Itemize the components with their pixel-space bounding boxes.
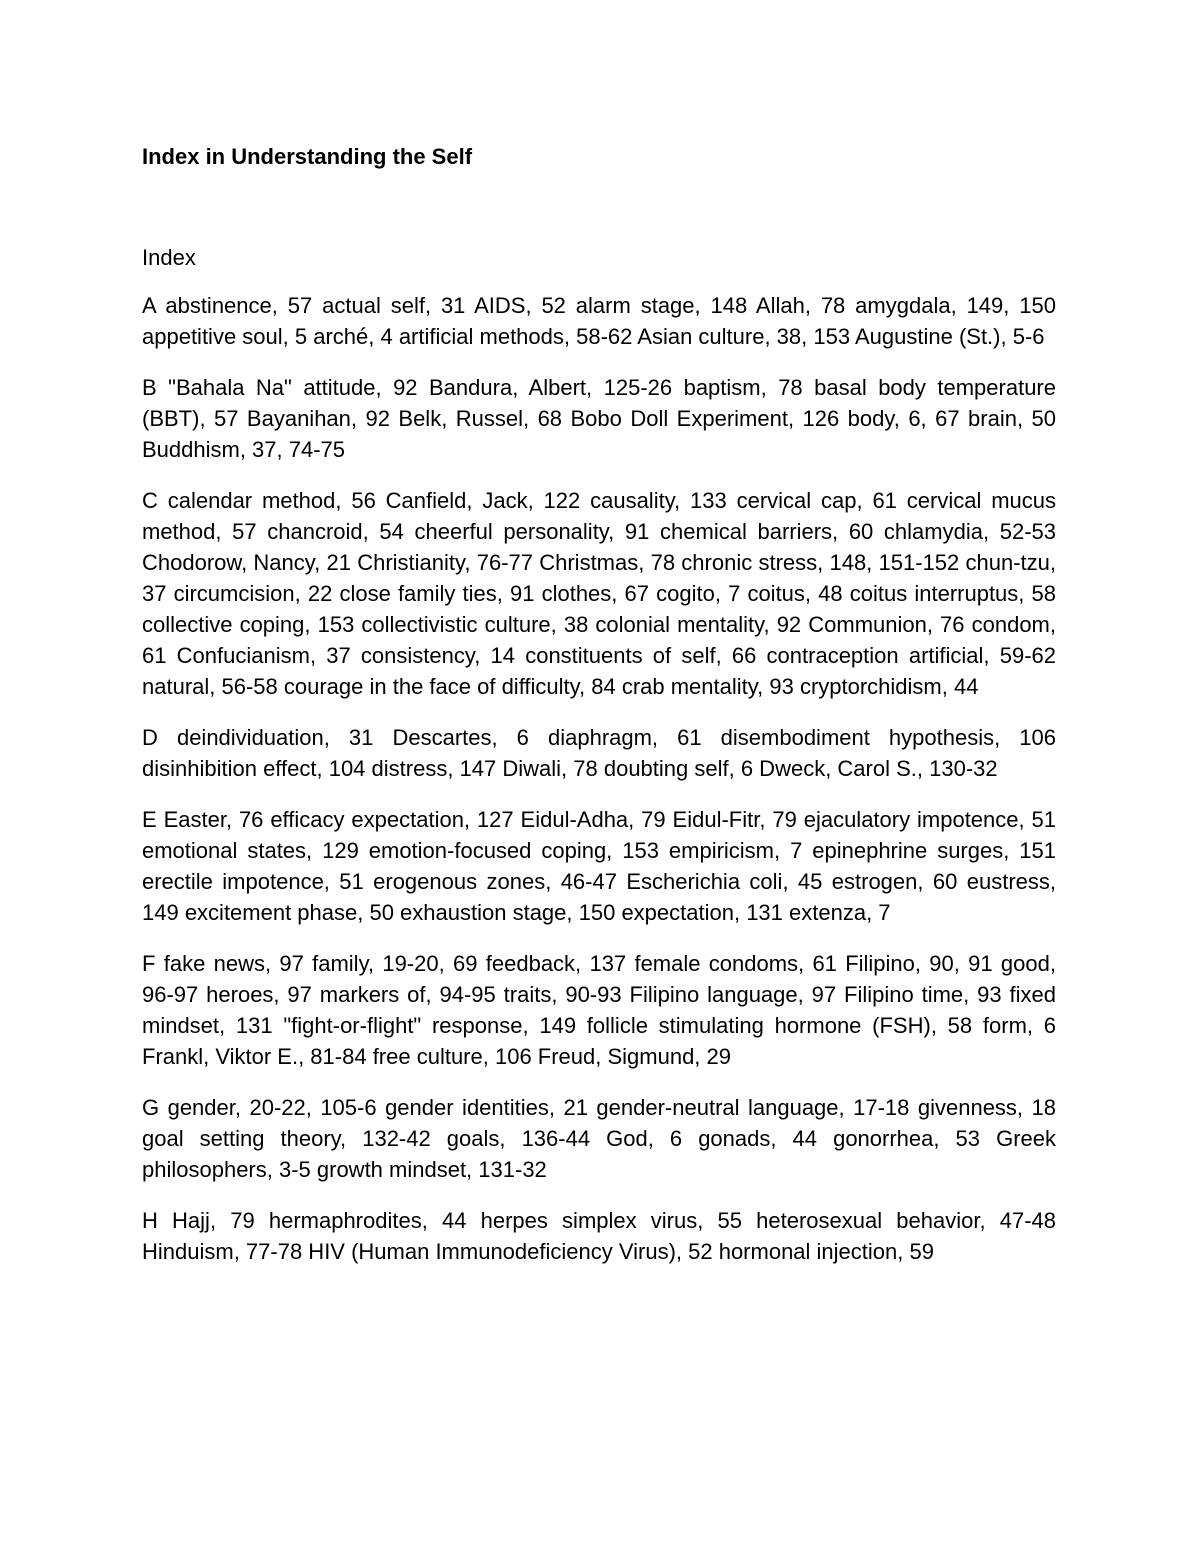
index-entry-c: C calendar method, 56 Canfield, Jack, 122 causality, 133 cervical cap, 61 cervical mucus method, 57 chancroid, 54 cheerful personality, 91 chemical barriers, 60 chlamydia, 52-53 Chodorow, Nancy, 21 Christianity, 76-77 Christmas, 78 chronic stress, 148, 151-152 chun-tzu, 37 circumcision, 22 close family ties, 91 clothes, 67 cogito, 7 coitus, 48 coitus interruptus, 58 collective coping, 153 collectivistic culture, 38 colonial mentality, 92 Communion, 76 condom, 61 Confucianism, 37 consistency, 14 constituents of self, 66 contraception artificial, 59-62 natural, 56-58 courage in the face of difficulty, 84 crab mentality, 93 cryptorchidism, 44 (142, 488, 1056, 699)
index-entry-g: G gender, 20-22, 105-6 gender identities, 21 gender-neutral language, 17-18 givenness, 18 goal setting theory, 132-42 goals, 136-44 God, 6 gonads, 44 gonorrhea, 53 Greek philosophers, 3-5 growth mindset, 131-32 (142, 1095, 1056, 1182)
document-title: Index in Understanding the Self (142, 144, 473, 169)
index-entry-b: B "Bahala Na" attitude, 92 Bandura, Albert, 125-26 baptism, 78 basal body temperature (BBT), 57 Bayanihan, 92 Belk, Russel, 68 Bobo Doll Experiment, 126 body, 6, 67 brain, 50 Buddhism, 37, 74-75 (142, 375, 1056, 462)
index-entries (142, 290, 1056, 1267)
index-entry-f: F fake news, 97 family, 19-20, 69 feedback, 137 female condoms, 61 Filipino, 90, 91 good, 96-97 heroes, 97 markers of, 94-95 traits, 90-93 Filipino language, 97 Filipino time, 93 fixed mindset, 131 "fight-or-flight" response, 149 follicle stimulating hormone (FSH), 58 form, 6 Frankl, Viktor E., 81-84 free culture, 106 Freud, Sigmund, 29 (142, 951, 1056, 1069)
index-heading: Index (142, 245, 196, 270)
document-page (142, 141, 1056, 1287)
index-entry-h: H Hajj, 79 hermaphrodites, 44 herpes simplex virus, 55 heterosexual behavior, 47-48 Hinduism, 77-78 HIV (Human Immunodeficiency Virus), 52 hormonal injection, 59 (142, 1208, 1056, 1264)
index-entry-d: D deindividuation, 31 Descartes, 6 diaphragm, 61 disembodiment hypothesis, 106 disinhibition effect, 104 distress, 147 Diwali, 78 doubting self, 6 Dweck, Carol S., 130-32 (142, 725, 1056, 781)
index-entry-e: E Easter, 76 efficacy expectation, 127 Eidul-Adha, 79 Eidul-Fitr, 79 ejaculatory impotence, 51 emotional states, 129 emotion-focused coping, 153 empiricism, 7 epinephrine surges, 151 erectile impotence, 51 erogenous zones, 46-47 Escherichia coli, 45 estrogen, 60 eustress, 149 excitement phase, 50 exhaustion stage, 150 expectation, 131 extenza, 7 (142, 807, 1056, 925)
index-entry-a: A abstinence, 57 actual self, 31 AIDS, 52 alarm stage, 148 Allah, 78 amygdala, 149, 150 appetitive soul, 5 arché, 4 artificial methods, 58-62 Asian culture, 38, 153 Augustine (St.), 5-6 (142, 293, 1056, 349)
